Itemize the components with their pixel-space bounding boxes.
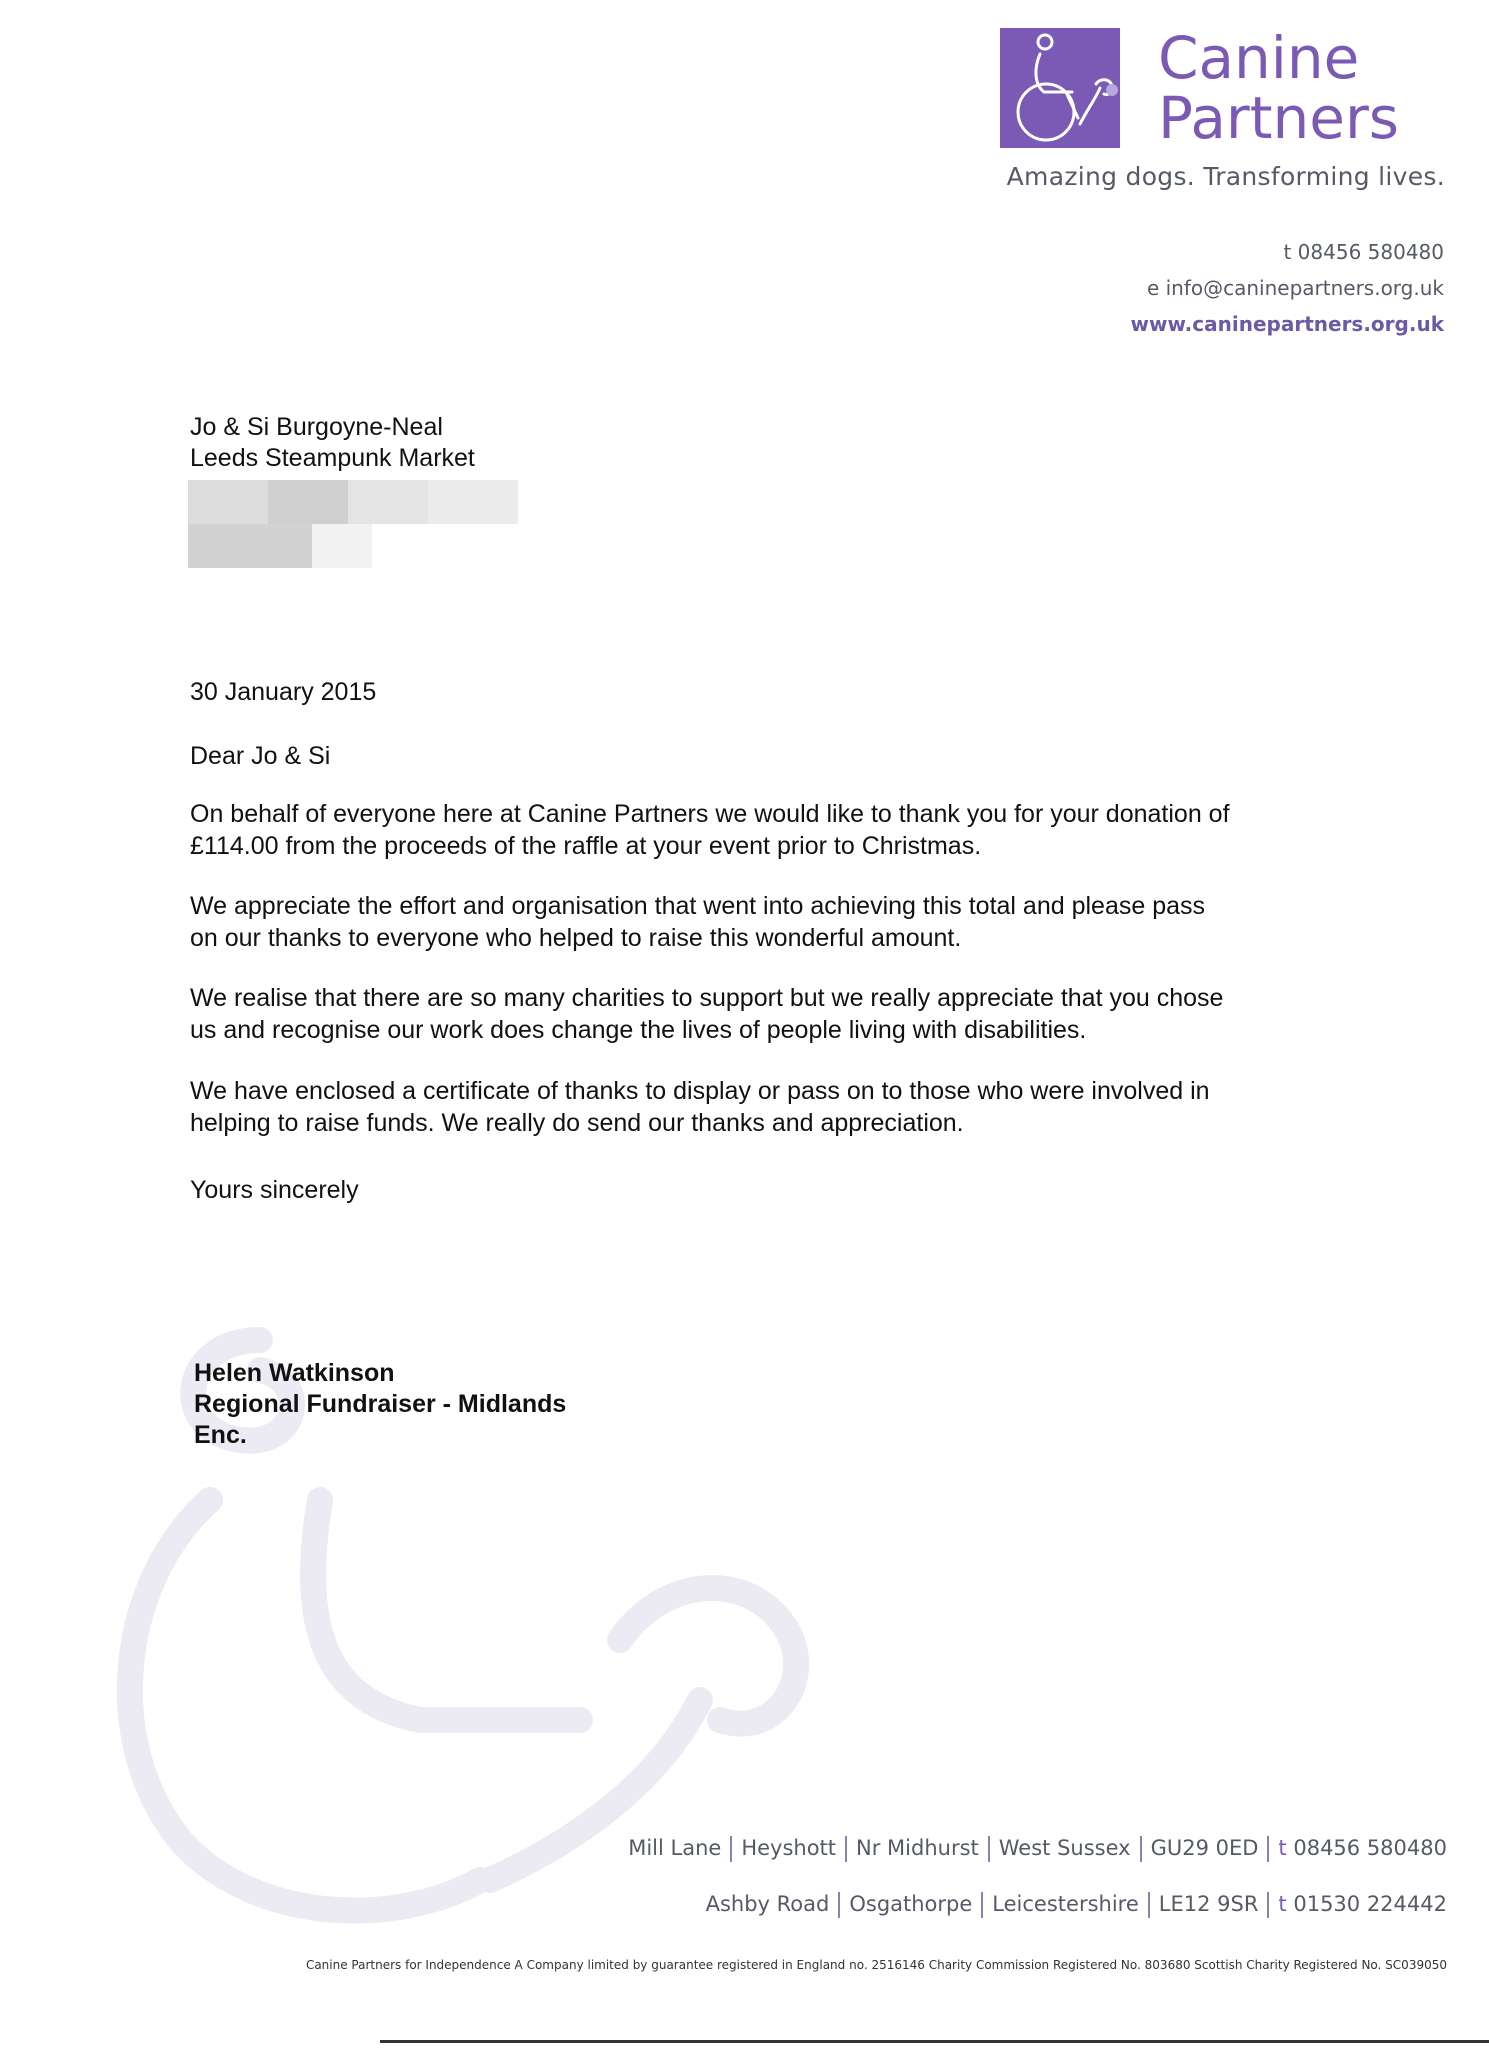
brand-name [1158,24,1400,152]
paragraph-3-line-2: us and recognise our work does change the lives of people living with disabilities. [190,1016,1087,1044]
footer-address-1 [628,1836,1447,1862]
paragraph-1-line-1: On behalf of everyone here at Canine Partners we would like to thank you for your donation of [190,800,1230,828]
separator [1148,1892,1150,1918]
recipient-name: Jo & Si Burgoyne-Neal [190,413,443,441]
legal-notice: Canine Partners for Independence A Company limited by guarantee registered in England no. 2516146 Charity Commission Registered No. 803680 Scottish Charity Registered No. SC039050 [305,1958,1447,1972]
footer-village: Heyshott [741,1836,837,1860]
footer-street: Ashby Road [705,1892,830,1916]
signature-block [194,1358,566,1451]
footer-phone: 01530 224442 [1293,1892,1447,1916]
footer-phone-label: t [1278,1836,1287,1860]
brand-logo [1000,24,1450,193]
paragraph-4 [190,1075,1340,1139]
footer-postcode: GU29 0ED [1150,1836,1259,1860]
footer-phone-label: t [1278,1892,1287,1916]
paragraph-1-line-2: £114.00 from the proceeds of the raffle at your event prior to Christmas. [190,832,982,860]
closing: Yours sincerely [190,1176,359,1204]
footer-street: Mill Lane [628,1836,722,1860]
separator [1267,1892,1269,1918]
footer-town: Nr Midhurst [856,1836,979,1860]
letter-date: 30 January 2015 [190,678,377,706]
contact-website: www.caninepartners.org.uk [1130,312,1444,336]
paragraph-2 [190,890,1340,954]
wheelchair-dog-icon [1000,28,1120,148]
salutation: Dear Jo & Si [190,742,331,770]
footer-address-2 [706,1892,1447,1918]
paragraph-3 [190,982,1340,1046]
contact-email: e info@caninepartners.org.uk [1146,276,1444,300]
recipient-address [190,412,475,474]
brand-name-line1: Canine [1158,24,1360,92]
brand-name-line2: Partners [1158,84,1400,152]
footer-postcode: LE12 9SR [1158,1892,1259,1916]
paragraph-2-line-1: We appreciate the effort and organisation that went into achieving this total and please pass [190,892,1206,920]
enclosure-note: Enc. [194,1421,247,1449]
signatory-title: Regional Fundraiser - Midlands [194,1390,567,1418]
footer-county: Leicestershire [992,1892,1139,1916]
brand-tagline: Amazing dogs. Transforming lives. [1006,162,1445,191]
paragraph-3-line-1: We realise that there are so many charities to support but we really appreciate that you chose [190,984,1224,1012]
paragraph-1 [190,798,1340,862]
recipient-organisation: Leeds Steampunk Market [190,444,475,472]
separator [845,1836,847,1862]
wheelchair-dog-logo-icon [1000,28,1120,148]
paragraph-4-line-1: We have enclosed a certificate of thanks to display or pass on to those who were involved in [190,1077,1210,1105]
footer-county: West Sussex [998,1836,1131,1860]
footer-village: Osgathorpe [849,1892,973,1916]
footer-phone: 08456 580480 [1293,1836,1447,1860]
signatory-name: Helen Watkinson [194,1359,395,1387]
separator [1140,1836,1142,1862]
redacted-address [188,480,518,568]
separator [730,1836,732,1862]
separator [988,1836,990,1862]
contact-phone: t 08456 580480 [1283,240,1444,264]
separator [838,1892,840,1918]
contact-block [1131,234,1444,342]
separator [981,1892,983,1918]
paragraph-2-line-2: on our thanks to everyone who helped to raise this wonderful amount. [190,924,962,952]
paragraph-4-line-2: helping to raise funds. We really do send our thanks and appreciation. [190,1109,964,1137]
separator [1267,1836,1269,1862]
page-edge-line [380,2040,1489,2043]
